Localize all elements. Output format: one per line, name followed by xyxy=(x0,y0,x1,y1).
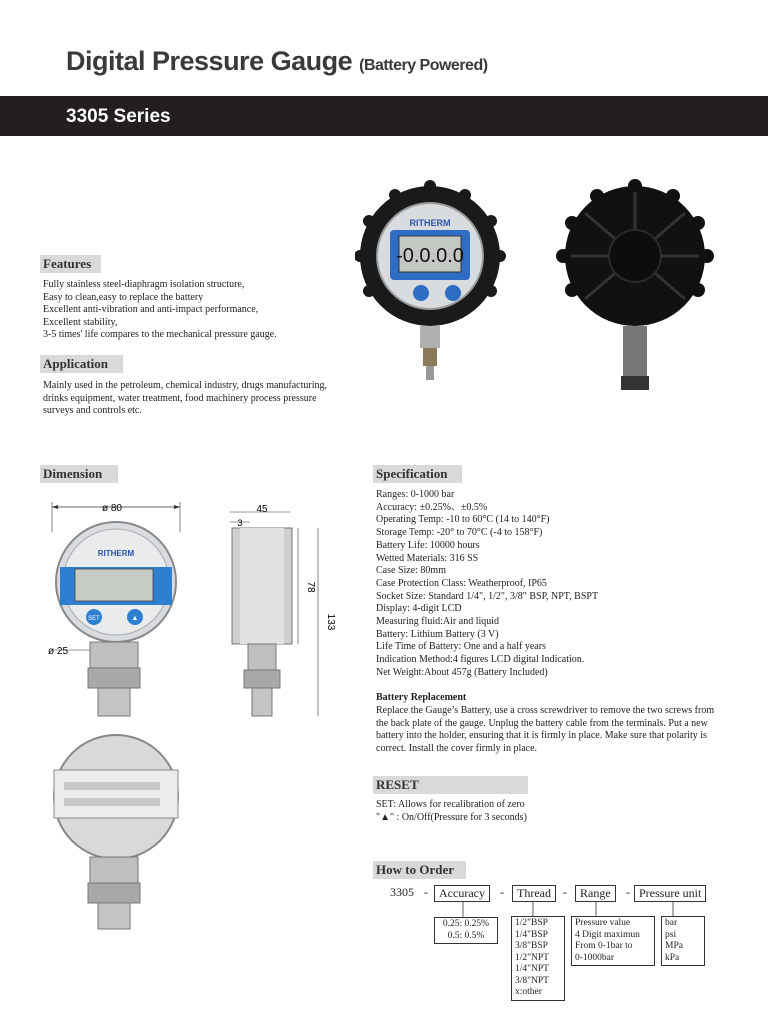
product-photos xyxy=(355,178,735,398)
order-field-accuracy: Accuracy xyxy=(434,885,490,902)
order-separator: - xyxy=(626,885,630,899)
dim-width-45: 45 xyxy=(256,504,268,515)
dim-brand-logo: RITHERM xyxy=(97,549,135,558)
title-subtitle: (Battery Powered) xyxy=(359,57,488,74)
spec-line: Case Protection Class: Weatherproof, IP65 xyxy=(376,577,547,589)
order-separator: - xyxy=(500,885,504,899)
dim-height-78: 78 xyxy=(305,581,316,593)
accuracy-option: 0.25: 0.25% xyxy=(442,919,490,929)
thread-option: 1/4"BSP xyxy=(515,929,548,940)
spec-line: Life Time of Battery: One and a half years xyxy=(376,641,546,653)
spec-line: Socket Size: Standard 1/4", 1/2", 3/8" BSP, NPT, BSPT xyxy=(376,590,599,602)
thread-option: 3/8"NPT xyxy=(515,975,549,986)
brand-logo: RITHERM xyxy=(409,218,451,228)
application-line: Mainly used in the petroleum, chemical industry, drugs manufacturing, xyxy=(43,380,328,391)
features-line: Fully stainless steel-diaphragm isolation structure, xyxy=(43,279,245,290)
battery-line: battery into the holder, ensuring that it is firmly in place. Make sure that polarity is xyxy=(376,730,707,742)
dim-height-133: 133 xyxy=(325,613,336,631)
accuracy-options xyxy=(434,917,498,944)
spec-line: Storage Temp: -20° to 70°C (-4 to 158°F) xyxy=(376,527,543,539)
order-model: 3305 xyxy=(390,885,414,899)
unit-option: MPa xyxy=(665,941,683,951)
spec-line: Battery Life: 10000 hours xyxy=(376,539,480,551)
dimension-drawing xyxy=(40,492,340,932)
thread-options xyxy=(511,916,565,1001)
spec-line: Case Size: 80mm xyxy=(376,565,446,577)
title-main: Digital Pressure Gauge xyxy=(66,46,353,76)
spec-line: Wetted Materials: 316 SS xyxy=(376,552,479,564)
page-title xyxy=(66,46,488,77)
gauge-back-photo xyxy=(556,179,714,390)
specification-heading: Specification xyxy=(373,465,462,483)
reset-text xyxy=(376,799,756,824)
range-options xyxy=(571,916,655,966)
accuracy-option: 0.5: 0.5% xyxy=(447,930,485,941)
thread-option: 3/8"BSP xyxy=(515,941,548,951)
spec-line: Net Weight:About 457g (Battery Included) xyxy=(376,666,548,678)
spec-line: Battery: Lithium Battery (3 V) xyxy=(376,628,499,640)
dim-diameter-25: ø 25 xyxy=(48,646,69,657)
spec-line: Accuracy: ±0.25%、±0.5% xyxy=(376,501,488,513)
series-banner xyxy=(0,96,768,136)
range-option: From 0-1bar to xyxy=(575,941,633,951)
battery-line: the back plate of the gauge. Unplug the battery cable from the terminals. Put a new xyxy=(376,717,708,729)
features-line: Excellent stability, xyxy=(43,316,118,328)
battery-line: Replace the Gauge’s Battery, use a cross screwdriver to remove the two screws from xyxy=(376,705,715,716)
range-option: Pressure value xyxy=(575,918,631,928)
thread-option: 1/2"NPT xyxy=(515,952,549,963)
reset-line: SET: Allows for recalibration of zero xyxy=(376,799,525,810)
thread-option: 1/2"BSP xyxy=(515,918,548,928)
features-line: 3-5 times' life compares to the mechanical pressure gauge. xyxy=(43,329,277,341)
spec-line: Measuring fluid:Air and liquid xyxy=(376,616,500,628)
battery-heading: Battery Replacement xyxy=(376,692,467,703)
gauge-front-photo xyxy=(355,180,506,380)
features-line: Easy to clean,easy to replace the battery xyxy=(43,291,204,303)
order-field-range: Range xyxy=(575,885,616,902)
application-heading: Application xyxy=(40,355,123,373)
specification-list xyxy=(376,489,756,680)
features-list xyxy=(43,279,343,342)
lcd-readout: -0.0.0.0 xyxy=(396,245,464,267)
application-line: surveys and controls etc. xyxy=(43,405,142,417)
application-text xyxy=(43,380,343,418)
set-button-label: SET xyxy=(88,616,100,622)
order-separator: - xyxy=(563,885,567,899)
order-field-thread: Thread xyxy=(512,885,556,902)
dim-diameter-80: ø 80 xyxy=(101,503,123,514)
series-label: 3305 Series xyxy=(66,106,171,127)
features-line: Excellent anti-vibration and anti-impact performance, xyxy=(43,304,259,316)
order-heading: How to Order xyxy=(373,861,466,879)
unit-option: psi xyxy=(665,929,677,940)
dim-width-3: 3 xyxy=(237,518,243,528)
spec-line: Ranges: 0-1000 bar xyxy=(376,489,455,500)
reset-line: "▲" : On/Off(Pressure for 3 seconds) xyxy=(376,811,527,823)
reset-heading: RESET xyxy=(373,776,528,794)
unit-options xyxy=(661,916,705,966)
unit-option: kPa xyxy=(665,952,680,963)
spec-line: Indication Method:4 figures LCD digital Indication. xyxy=(376,654,585,666)
application-line: drinks equipment, water treatment, food machinery process pressure xyxy=(43,392,317,404)
unit-option: bar xyxy=(665,918,678,928)
battery-text xyxy=(376,705,756,756)
order-field-unit: Pressure unit xyxy=(634,885,706,902)
up-button-label: ▲ xyxy=(131,615,139,622)
thread-option: x:other xyxy=(515,987,542,997)
spec-line: Display: 4-digit LCD xyxy=(376,603,462,615)
range-option: 0-1000bar xyxy=(575,952,615,963)
range-option: 4 Digit maximun xyxy=(575,929,640,940)
features-heading: Features xyxy=(40,255,101,273)
battery-line: correct. Install the cover firmly in place. xyxy=(376,743,538,755)
thread-option: 1/4"NPT xyxy=(515,964,549,974)
dimension-heading: Dimension xyxy=(40,465,118,483)
order-separator: - xyxy=(424,885,428,899)
spec-line: Operating Temp: -10 to 60°C (14 to 140°F) xyxy=(376,514,550,526)
